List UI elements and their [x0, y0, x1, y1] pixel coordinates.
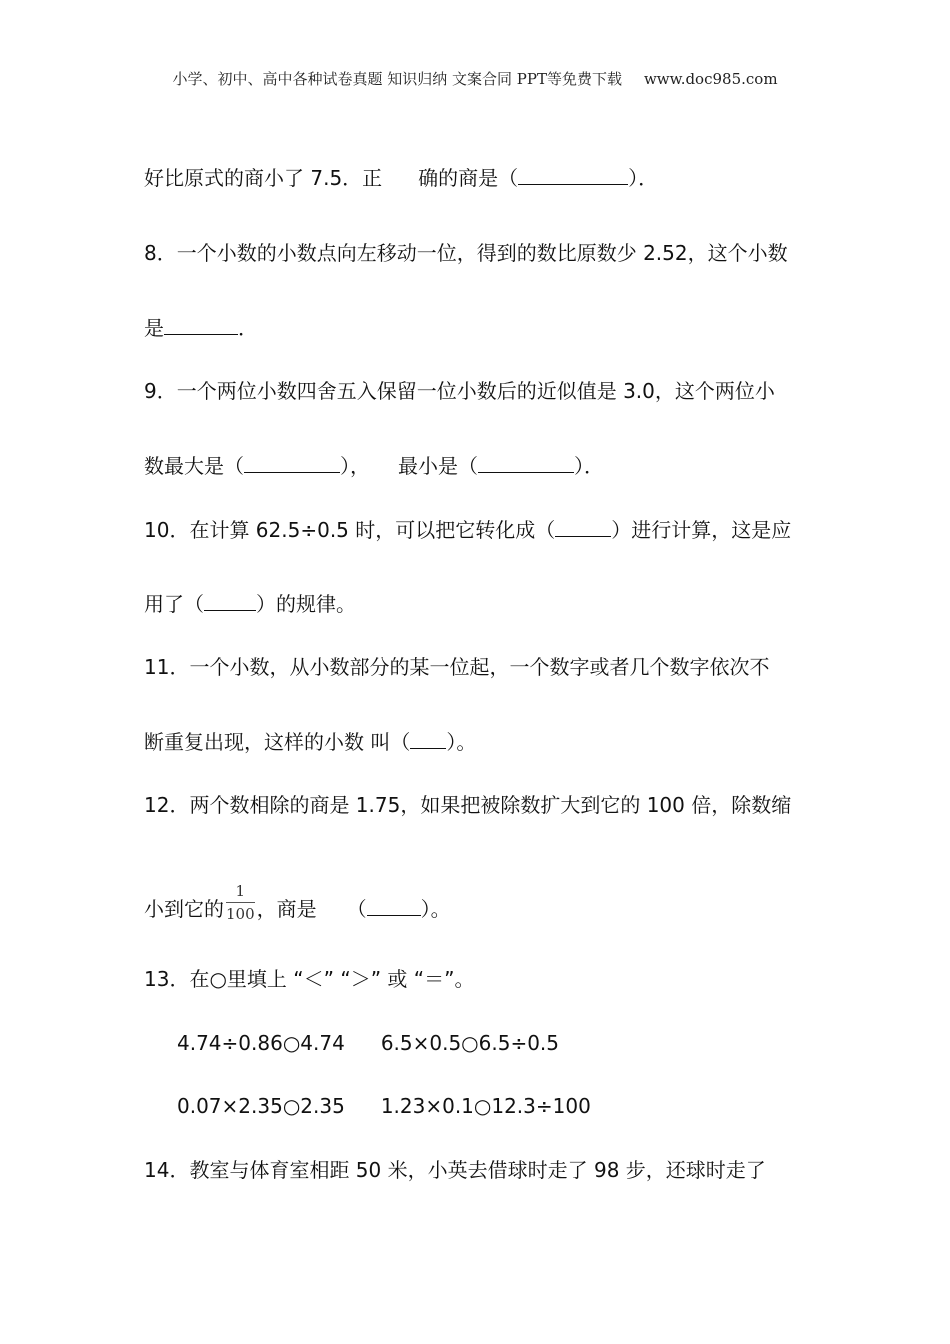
- q7-text-b: 确的商是（: [418, 166, 519, 190]
- question-11-line-2: [144, 726, 476, 757]
- fraction-numerator: 1: [226, 882, 255, 903]
- q9-text-a: 数最大是（: [144, 454, 244, 478]
- q7-answer-blank[interactable]: [518, 162, 628, 185]
- q11-text-a: 断重复出现，这样的小数 叫（: [144, 730, 411, 754]
- q8-text-a: 是: [144, 316, 164, 340]
- q8-answer-blank[interactable]: [164, 312, 238, 335]
- q12-text-c: （: [346, 897, 367, 921]
- fraction-denominator: 100: [226, 905, 255, 923]
- question-9-line-1: 9．一个两位小数四舍五入保留一位小数后的近似值是 3.0，这个两位小: [144, 379, 775, 403]
- compare-item-2: 6.5×0.5○6.5÷0.5: [380, 1031, 560, 1055]
- question-8-line-2: [144, 312, 258, 343]
- question-7-continuation: [144, 162, 658, 193]
- q12-text-d: ）。: [420, 897, 451, 921]
- compare-item-1: 4.74÷0.86○4.74: [177, 1031, 345, 1055]
- q12-answer-blank[interactable]: [367, 893, 421, 916]
- question-13-line-1: 13．在○里填上 “＜” “＞” 或 “＝”。: [144, 967, 475, 991]
- question-13-row-2: [177, 1091, 591, 1121]
- question-10-line-2: [144, 588, 356, 619]
- question-12-line-1: 12．两个数相除的商是 1.75，如果把被除数扩大到它的 100 倍，除数缩: [144, 793, 792, 817]
- q11-text-b: ）。: [446, 730, 477, 754]
- q9-text-b: ），: [340, 454, 370, 478]
- q10-text-b: ）进行计算，这是应: [611, 518, 792, 542]
- q9-text-d: ）．: [574, 454, 604, 478]
- header-text: 小学、初中、高中各种试卷真题 知识归纳 文案合同 PPT等免费下载: [172, 70, 622, 88]
- q8-text-b: ．: [238, 316, 258, 340]
- q12-text-a: 小到它的: [144, 897, 224, 921]
- q7-text-a: 好比原式的商小了 7.5．正: [144, 166, 383, 190]
- header-url: www.doc985.com: [643, 70, 778, 88]
- q10-text-d: ）的规律。: [256, 592, 356, 616]
- question-12-line-2: [144, 882, 451, 931]
- q10-rule-blank[interactable]: [204, 588, 256, 611]
- question-13-row-1: [177, 1028, 559, 1058]
- q7-text-c: ）．: [628, 166, 659, 190]
- q11-answer-blank[interactable]: [410, 726, 446, 749]
- q10-convert-blank[interactable]: [555, 514, 611, 537]
- fraction-one-hundredth: [226, 882, 255, 923]
- question-10-line-1: [144, 514, 791, 545]
- question-14-line-1: 14．教室与体育室相距 50 米，小英去借球时走了 98 步，还球时走了: [144, 1158, 766, 1182]
- compare-item-4: 1.23×0.1○12.3÷100: [380, 1094, 591, 1118]
- q10-text-c: 用了（: [144, 592, 204, 616]
- q9-text-c: 最小是（: [398, 454, 478, 478]
- q12-text-b: ，商是: [256, 897, 317, 921]
- question-11-line-1: 11．一个小数，从小数部分的某一位起，一个数字或者几个数字依次不: [144, 655, 770, 679]
- compare-item-3: 0.07×2.35○2.35: [177, 1094, 345, 1118]
- question-8-line-1: 8．一个小数的小数点向左移动一位，得到的数比原数少 2.52，这个小数: [144, 241, 788, 265]
- page-header: [0, 68, 950, 89]
- question-9-line-2: [144, 450, 604, 481]
- q10-text-a: 10．在计算 62.5÷0.5 时，可以把它转化成（: [144, 518, 556, 542]
- q9-max-blank[interactable]: [244, 450, 340, 473]
- q9-min-blank[interactable]: [478, 450, 574, 473]
